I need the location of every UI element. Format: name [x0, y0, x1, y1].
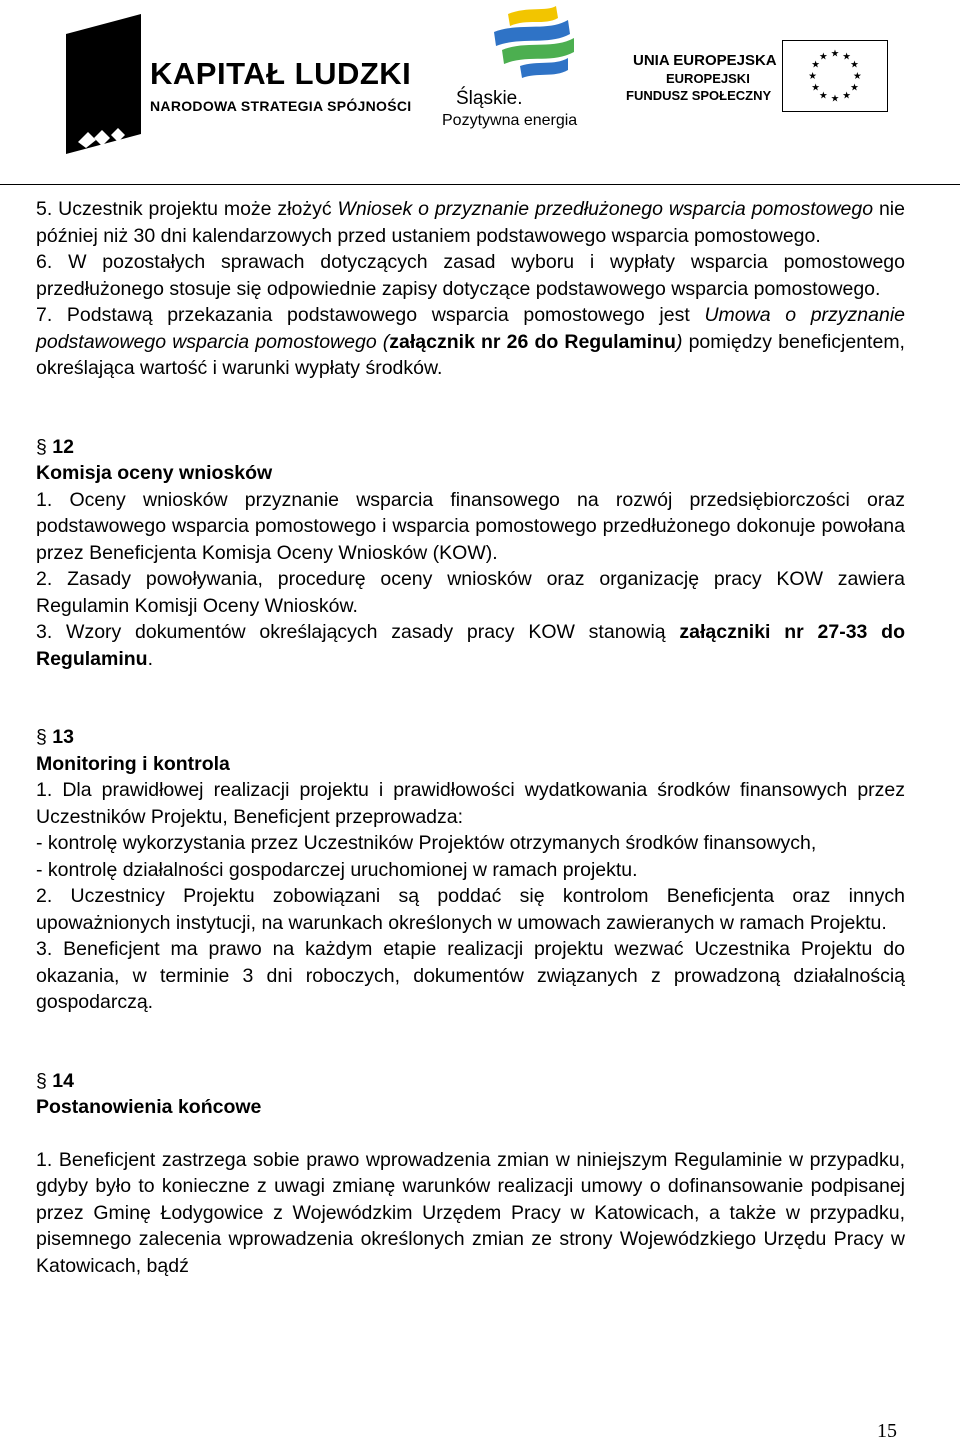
section-14-title: Postanowienia końcowe — [36, 1096, 262, 1118]
section-13-item-3: - kontrolę działalności gospodarczej uruchomionej w ramach projektu. — [36, 858, 638, 881]
svg-text:★: ★ — [830, 93, 840, 105]
svg-text:★: ★ — [818, 90, 828, 102]
header-divider — [0, 184, 960, 185]
eu-line2: EUROPEJSKI — [666, 71, 750, 86]
paragraph-6: 6. W pozostałych sprawach dotyczących zasad wyboru i wypłaty wsparcia pomostowego przedłużonego stosuje się odpowiednie zapisy dotyczące podstawowego wsparcia pomostowego. — [36, 251, 905, 300]
paragraph-7: 7. Podstawą przekazania podstawowego wsparcia pomostowego jest Umowa o przyznanie podstawowego wsparcia pomostowego (załącznik nr 26 do Regulaminu) pomiędzy beneficjentem, określająca wartość i warunki wypłaty środków. — [36, 304, 905, 379]
document-body — [36, 196, 905, 1279]
svg-text:★: ★ — [850, 59, 859, 71]
page-number: 15 — [877, 1420, 897, 1442]
section-13-item-5: 3. Beneficjent ma prawo na każdym etapie realizacji projektu wezwać Uczestnika Projektu do okazania, w terminie 3 dni roboczych, dokumentów związanych z prowadzoną działalnością gospodarczą. — [36, 938, 905, 1013]
section-13-item-1: 1. Dla prawidłowej realizacji projektu i prawidłowości wydatkowania środków finansowych przez Uczestników Projektu, Beneficjent przeprowadza: — [36, 779, 905, 828]
svg-text:★: ★ — [808, 70, 817, 82]
slaskie-name: Śląskie. — [456, 88, 523, 109]
section-14-item-1: 1. Beneficjent zastrzega sobie prawo wprowadzenia zmian w niniejszym Regulaminie w przypadku, gdyby było to konieczne z uwagi zmianę warunków realizacji umowy o dofinansowanie podpisanej przez Gminę Łodygowice z Wojewódzkim Urzędem Pracy w Katowicach, a także w przypadku, pisemnego zalecenia wprowadzenia określonych zmian ze strony Wojewódzkiego Urzędu Pracy w Katowicach, bądź — [36, 1148, 905, 1277]
eu-flag-icon — [782, 40, 888, 112]
section-13-number: § 13 — [36, 726, 74, 748]
eu-line3: FUNDUSZ SPOŁECZNY — [626, 88, 772, 103]
svg-text:★: ★ — [818, 51, 828, 63]
section-12-item-2: 2. Zasady powoływania, procedurę oceny wniosków oraz organizację pracy KOW zawiera Regulamin Komisji Oceny Wniosków. — [36, 568, 905, 617]
svg-text:★: ★ — [850, 82, 859, 94]
svg-text:★: ★ — [842, 90, 852, 102]
paragraph-5: 5. Uczestnik projektu może złożyć Wniosek o przyznanie przedłużonego wsparcia pomostowego nie później niż 30 dni kalendarzowych przed ustaniem podstawowego wsparcia pomostowego. — [36, 198, 905, 247]
kapital-ludzki-title: KAPITAŁ LUDZKI — [150, 56, 412, 91]
page-header — [0, 0, 960, 186]
kapital-ludzki-subtitle: NARODOWA STRATEGIA SPÓJNOŚCI — [150, 98, 412, 114]
section-13-item-4: 2. Uczestnicy Projektu zobowiązani są poddać się kontrolom Beneficjenta oraz innych upoważnionych instytucji, na warunkach określonych w umowach zawieranych w ramach Projektu. — [36, 885, 905, 934]
section-13-item-2: - kontrolę wykorzystania przez Uczestników Projektów otrzymanych środków finansowych, — [36, 832, 817, 854]
eu-line1: UNIA EUROPEJSKA — [633, 52, 777, 69]
slaskie-tagline: Pozytywna energia — [442, 112, 578, 129]
svg-text:★: ★ — [811, 59, 820, 71]
section-12-title: Komisja oceny wniosków — [36, 462, 273, 484]
section-12-number: § 12 — [36, 435, 74, 458]
svg-text:★: ★ — [842, 51, 852, 63]
section-12-item-3: 3. Wzory dokumentów określających zasady pracy KOW stanowią załączniki nr 27-33 do Regulaminu. — [36, 621, 905, 670]
svg-text:★: ★ — [830, 48, 840, 60]
section-13-title: Monitoring i kontrola — [36, 752, 230, 775]
svg-text:★: ★ — [853, 70, 862, 82]
svg-text:★: ★ — [811, 82, 820, 94]
section-12-item-1: 1. Oceny wniosków przyznanie wsparcia finansowego na rozwój przedsiębiorczości oraz podstawowego wsparcia pomostowego i wsparcia pomostowego przedłużonego dokonuje powołana przez Beneficjenta Komisja Oceny Wniosków (KOW). — [36, 488, 905, 564]
section-14-number: § 14 — [36, 1069, 74, 1092]
